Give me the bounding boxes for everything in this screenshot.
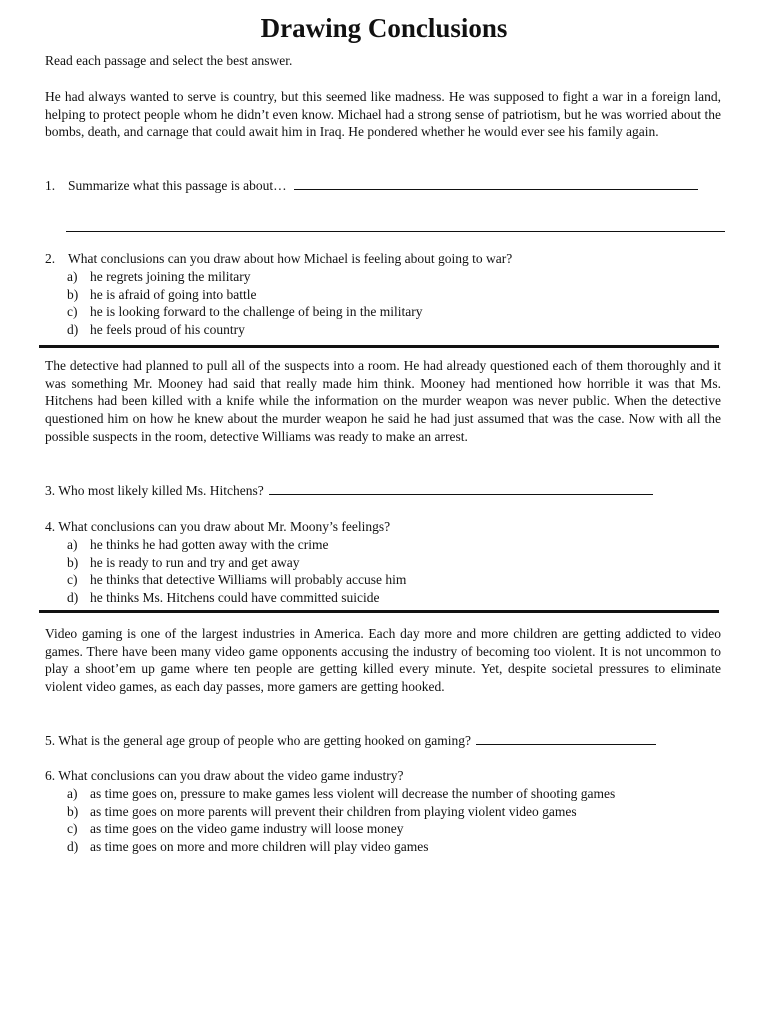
section-divider — [39, 345, 719, 348]
option-item[interactable] — [67, 838, 615, 856]
question-2-options — [67, 268, 423, 339]
question-5-answer-blank[interactable] — [476, 732, 656, 745]
option-text: he thinks that detective Williams will probably accuse him — [90, 572, 407, 588]
option-text: as time goes on more parents will prevent their children from playing violent video games — [90, 803, 577, 819]
option-text: as time goes on more and more children will play video games — [90, 839, 429, 855]
option-text: he thinks Ms. Hitchens could have committed suicide — [90, 590, 380, 606]
option-letter: a) — [67, 537, 78, 552]
option-text: as time goes on the video game industry will loose money — [90, 821, 404, 837]
option-letter: c) — [67, 821, 78, 837]
question-5-text: 5. What is the general age group of people who are getting hooked on gaming? — [45, 733, 471, 748]
option-letter: a) — [67, 269, 78, 284]
question-2-text: What conclusions can you draw about how Michael is feeling about going to war? — [68, 251, 513, 266]
option-letter: b) — [67, 554, 79, 570]
option-letter: c) — [67, 572, 78, 588]
question-5 — [45, 732, 656, 750]
option-letter: a) — [67, 786, 78, 801]
option-letter: d) — [67, 590, 79, 606]
option-letter: b) — [67, 286, 79, 302]
passage-3: Video gaming is one of the largest industries in America. Each day more and more children are getting addicted to video games. There have been many video game opponents accusing the industry of becoming too violent. It is not uncommon to play a shoot’em up game where ten people are getting killed every minute. Yet, despite societal pressures to eliminate violent video games, as each day passes, more gamers are getting hooked. — [45, 626, 721, 695]
option-text: he is looking forward to the challenge of being in the military — [90, 304, 423, 320]
option-item[interactable] — [67, 820, 615, 838]
option-item[interactable] — [67, 303, 423, 321]
question-1 — [45, 177, 698, 195]
question-3 — [45, 482, 653, 500]
option-letter: c) — [67, 304, 78, 320]
option-text: he regrets joining the military — [90, 269, 251, 284]
question-1-answer-blank[interactable] — [294, 177, 698, 190]
passage-2: The detective had planned to pull all of the suspects into a room. He had already questioned each of them thoroughly and it was something Mr. Mooney had said that really made him think. Mooney had mentioned how horrible it was that Ms. Hitchens had been killed with a knife while the information on the murder weapon was never public. When the detective questioned him on how he knew about the murder weapon he said he had just assumed that was the case. Now with all the possible suspects in the room, detective Williams was ready to make an arrest. — [45, 358, 721, 444]
option-letter: d) — [67, 839, 79, 855]
question-1-number: 1. — [45, 178, 56, 193]
option-letter: b) — [67, 803, 79, 819]
option-item[interactable] — [67, 785, 615, 803]
question-6-options — [67, 785, 615, 856]
question-6 — [45, 767, 404, 785]
option-text: he is ready to run and try and get away — [90, 554, 300, 570]
option-item[interactable] — [67, 321, 423, 339]
option-item[interactable] — [67, 571, 406, 589]
question-1-text: Summarize what this passage is about… — [68, 178, 287, 193]
section-divider — [39, 610, 719, 613]
option-item[interactable] — [67, 803, 615, 821]
option-item[interactable] — [67, 286, 423, 304]
option-item[interactable] — [67, 554, 406, 572]
option-text: he thinks he had gotten away with the crime — [90, 537, 329, 552]
question-2 — [45, 250, 512, 268]
option-item[interactable] — [67, 589, 406, 607]
question-4 — [45, 518, 390, 536]
page-title: Drawing Conclusions — [260, 13, 508, 43]
instructions: Read each passage and select the best answer. — [45, 53, 293, 68]
option-text: as time goes on, pressure to make games less violent will decrease the number of shooting games — [90, 786, 616, 801]
question-4-text: 4. What conclusions can you draw about Mr. Moony’s feelings? — [45, 519, 391, 534]
option-letter: d) — [67, 322, 79, 338]
question-3-answer-blank[interactable] — [269, 482, 653, 495]
option-item[interactable] — [67, 536, 406, 554]
question-3-text: 3. Who most likely killed Ms. Hitchens? — [45, 483, 264, 498]
question-1-answer-line[interactable] — [66, 231, 725, 232]
option-item[interactable] — [67, 268, 423, 286]
question-4-options — [67, 536, 406, 607]
option-text: he is afraid of going into battle — [90, 286, 257, 302]
option-text: he feels proud of his country — [90, 322, 245, 338]
question-2-number: 2. — [45, 251, 56, 266]
passage-1: He had always wanted to serve is country, but this seemed like madness. He was supposed to fight a war in a foreign land, helping to protect people whom he didn’t even know. Michael had a strong sense of patriotism, but he was worried about the bombs, death, and carnage that could await him in Iraq. He pondered whether he would ever see his family again. — [45, 89, 721, 140]
question-6-text: 6. What conclusions can you draw about the video game industry? — [45, 768, 404, 783]
